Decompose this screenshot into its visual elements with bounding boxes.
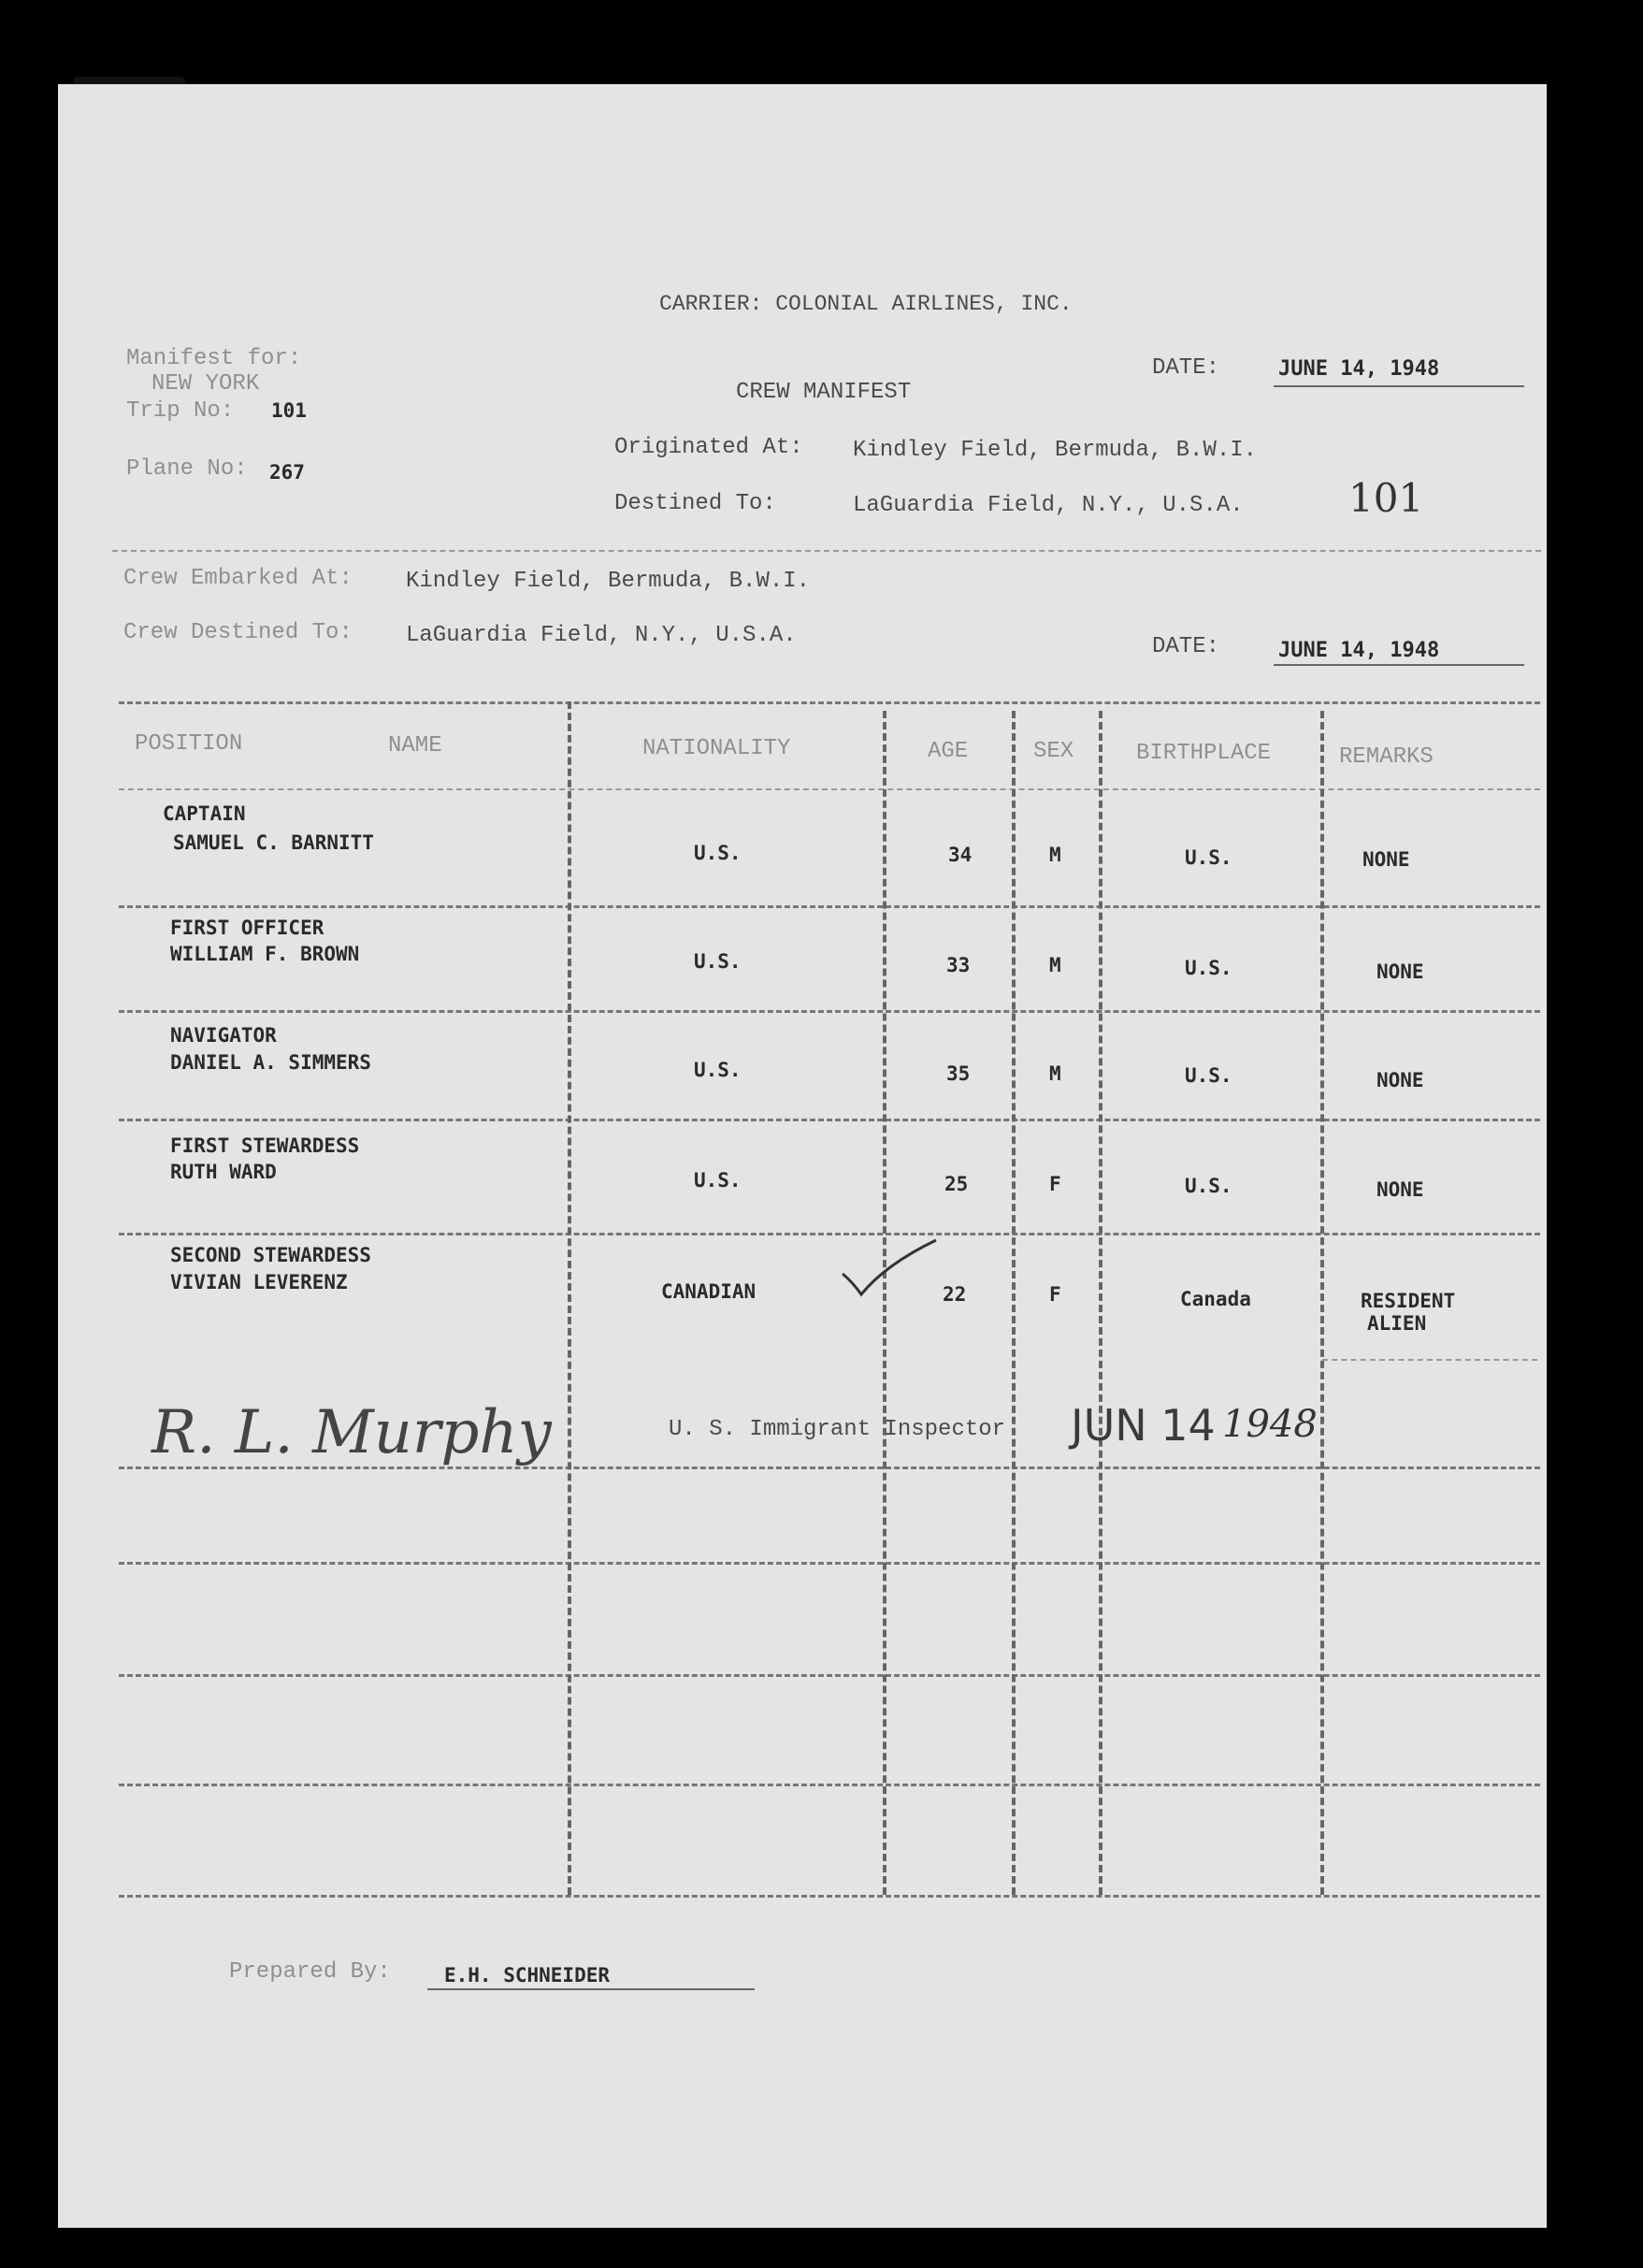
crew-birthplace: U.S. [1185,846,1232,869]
header-row-line [119,788,1540,790]
crew-remarks: NONE [1376,961,1424,983]
crew-age: 33 [946,954,971,976]
crew-age: 25 [944,1173,969,1195]
crew-position: FIRST STEWARDESS [170,1134,360,1157]
crew-birthplace: U.S. [1185,1064,1232,1087]
row-line [119,1562,1540,1565]
crew-position: NAVIGATOR [170,1024,277,1047]
manifest-title: CREW MANIFEST [736,380,912,405]
plane-value: 267 [269,461,305,484]
manifest-for-label: Manifest for: [126,346,302,371]
column-divider [1012,711,1016,1895]
header-divider [112,550,1541,552]
trip-label: Trip No: [126,398,235,424]
column-divider [1099,711,1103,1895]
column-header-nationality: NATIONALITY [642,736,791,761]
column-header-sex: SEX [1033,739,1074,764]
row-line [119,905,1540,908]
column-header-name: NAME [388,733,442,758]
crew-remarks: NONE [1376,1069,1424,1091]
row-line [119,1119,1540,1121]
crew-remarks-line2: ALIEN [1367,1312,1427,1335]
crew-nationality: U.S. [694,842,742,864]
prepared-by-underline [427,1988,755,1990]
row-line [1322,1359,1537,1361]
column-divider [568,701,571,1895]
crew-name: VIVIAN LEVERENZ [170,1271,348,1293]
crew-position: SECOND STEWARDESS [170,1244,371,1266]
crew-remarks: NONE [1362,848,1410,871]
crew-name: RUTH WARD [170,1161,277,1183]
crew-nationality: CANADIAN [661,1280,757,1303]
destined-label: Destined To: [614,491,776,516]
trip-value: 101 [271,399,307,422]
crew-sex: M [1049,844,1061,866]
originated-value: Kindley Field, Bermuda, B.W.I. [853,438,1258,463]
manifest-for-value: NEW YORK [151,371,260,397]
crew-name: DANIEL A. SIMMERS [170,1051,371,1074]
column-header-birthplace: BIRTHPLACE [1136,741,1272,766]
header-date-value: JUNE 14, 1948 [1278,357,1440,381]
crew-sex: M [1049,954,1061,976]
inspector-label: U. S. Immigrant Inspector [669,1417,1006,1442]
inspection-stamp-year: 1948 [1222,1403,1318,1446]
crew-name: WILLIAM F. BROWN [170,943,360,965]
header-date-underline [1274,385,1524,387]
crew-sex: F [1049,1283,1061,1306]
crew-position: FIRST OFFICER [170,917,324,939]
prepared-by-label: Prepared By: [229,1959,391,1985]
crew-remarks: RESIDENT [1361,1290,1456,1312]
prepared-by-value: E.H. SCHNEIDER [444,1964,611,1986]
crew-nationality: U.S. [694,1169,742,1192]
originated-label: Originated At: [614,435,803,460]
column-divider [1320,711,1324,1895]
column-divider [883,711,886,1895]
table-bottom-line [119,1895,1540,1898]
crew-name: SAMUEL C. BARNITT [173,831,374,854]
row-line [119,1233,1540,1235]
check-mark-icon [839,1236,942,1302]
crew-date-underline [1274,664,1524,666]
destined-value: LaGuardia Field, N.Y., U.S.A. [853,493,1244,518]
inspector-signature: R. L. Murphy [151,1398,552,1467]
crew-nationality: U.S. [694,950,742,973]
crew-remarks: NONE [1376,1178,1424,1201]
column-header-position: POSITION [135,731,243,757]
crew-age: 35 [946,1062,971,1085]
crew-embarked-label: Crew Embarked At: [123,566,353,591]
crew-date-value: JUNE 14, 1948 [1278,639,1440,662]
manifest-page [58,84,1547,2228]
crew-age: 34 [948,844,973,866]
plane-label: Plane No: [126,456,248,482]
crew-birthplace: Canada [1180,1288,1251,1310]
row-line [119,1674,1540,1677]
column-header-age: AGE [928,739,969,764]
handwritten-number: 101 [1348,475,1424,521]
crew-age: 22 [943,1283,967,1306]
crew-embarked-value: Kindley Field, Bermuda, B.W.I. [406,569,811,594]
header-date-label: DATE: [1152,355,1220,381]
column-header-remarks: REMARKS [1339,744,1434,770]
crew-nationality: U.S. [694,1059,742,1081]
table-top-line [119,701,1540,704]
crew-birthplace: U.S. [1185,1175,1232,1197]
crew-destined-value: LaGuardia Field, N.Y., U.S.A. [406,623,797,648]
crew-birthplace: U.S. [1185,957,1232,979]
crew-date-label: DATE: [1152,634,1220,659]
row-line [119,1010,1540,1013]
crew-sex: F [1049,1173,1061,1195]
inspection-stamp-date: JUN 14 [1071,1400,1216,1451]
row-line [119,1784,1540,1786]
crew-sex: M [1049,1062,1061,1085]
carrier-line: CARRIER: COLONIAL AIRLINES, INC. [659,292,1073,316]
crew-destined-label: Crew Destined To: [123,620,353,645]
crew-position: CAPTAIN [163,802,246,825]
